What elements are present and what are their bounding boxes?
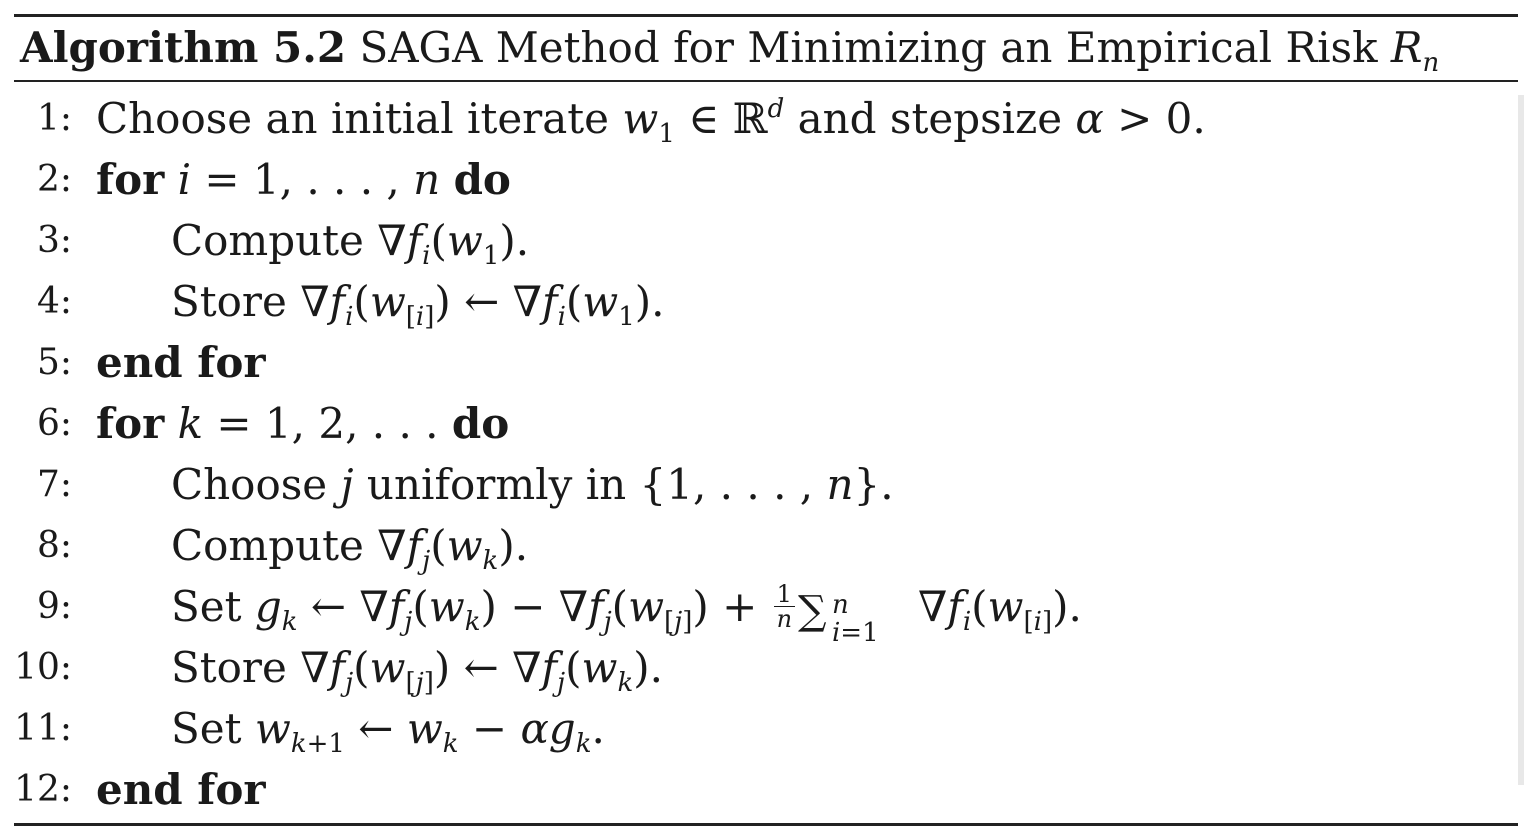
line-text: Compute $\nabla f_j(w_k)$. bbox=[171, 521, 529, 576]
line-number: 8: bbox=[36, 525, 72, 566]
line-number: 4: bbox=[36, 281, 72, 322]
line-number: 7: bbox=[36, 464, 72, 505]
page-edge bbox=[1518, 95, 1524, 785]
line-text: Choose an initial iterate $w_1$ ∈ ℝ$^d$ and stepsize α > 0. bbox=[96, 94, 1206, 149]
risk-symbol: $R_n$ bbox=[1390, 23, 1440, 78]
line-number: 2: bbox=[36, 159, 72, 200]
top-rule bbox=[14, 14, 1518, 17]
line-text: Store $\nabla f_j(w_{[j]})$ ← $\nabla f_j(w_k)$. bbox=[171, 643, 663, 698]
line-text: end for bbox=[96, 338, 266, 387]
bottom-rule bbox=[14, 823, 1518, 826]
line-text: end for bbox=[96, 765, 266, 814]
caption-rule bbox=[14, 80, 1518, 82]
line-number: 9: bbox=[36, 586, 72, 627]
algorithm-label: Algorithm 5.2 bbox=[20, 23, 347, 72]
line-text: Set $w_{k+1}$ ← $w_k - \alpha g_k$. bbox=[171, 704, 605, 759]
line-text: Compute $\nabla f_i(w_1)$. bbox=[171, 216, 530, 271]
line-number: 11: bbox=[14, 708, 72, 749]
line-number: 1: bbox=[36, 98, 72, 139]
algorithm-title: SAGA Method for Minimizing an Empirical Risk bbox=[359, 23, 1378, 72]
line-text: Choose j uniformly in {1, . . . , n}. bbox=[171, 460, 894, 509]
line-number: 10: bbox=[14, 647, 72, 688]
line-text: for i = 1, . . . , n do bbox=[96, 155, 511, 204]
algorithm-caption bbox=[20, 19, 1439, 77]
line-number: 12: bbox=[14, 769, 72, 810]
line-number: 3: bbox=[36, 220, 72, 261]
line-number: 6: bbox=[36, 403, 72, 444]
line-text: for k = 1, 2, . . . do bbox=[96, 399, 510, 448]
line-text: Store $\nabla f_i(w_{[i]})$ ← $\nabla f_i(w_1)$. bbox=[171, 277, 665, 332]
line-text: Set $g_k$ ← $\nabla f_j(w_k) - \nabla f_j(w_{[j]})$ + $\frac{1}{n}$ ∑ n i=1 $\nabla f_i(w_{[i]})$. bbox=[171, 580, 1082, 648]
line-number: 5: bbox=[36, 342, 72, 383]
